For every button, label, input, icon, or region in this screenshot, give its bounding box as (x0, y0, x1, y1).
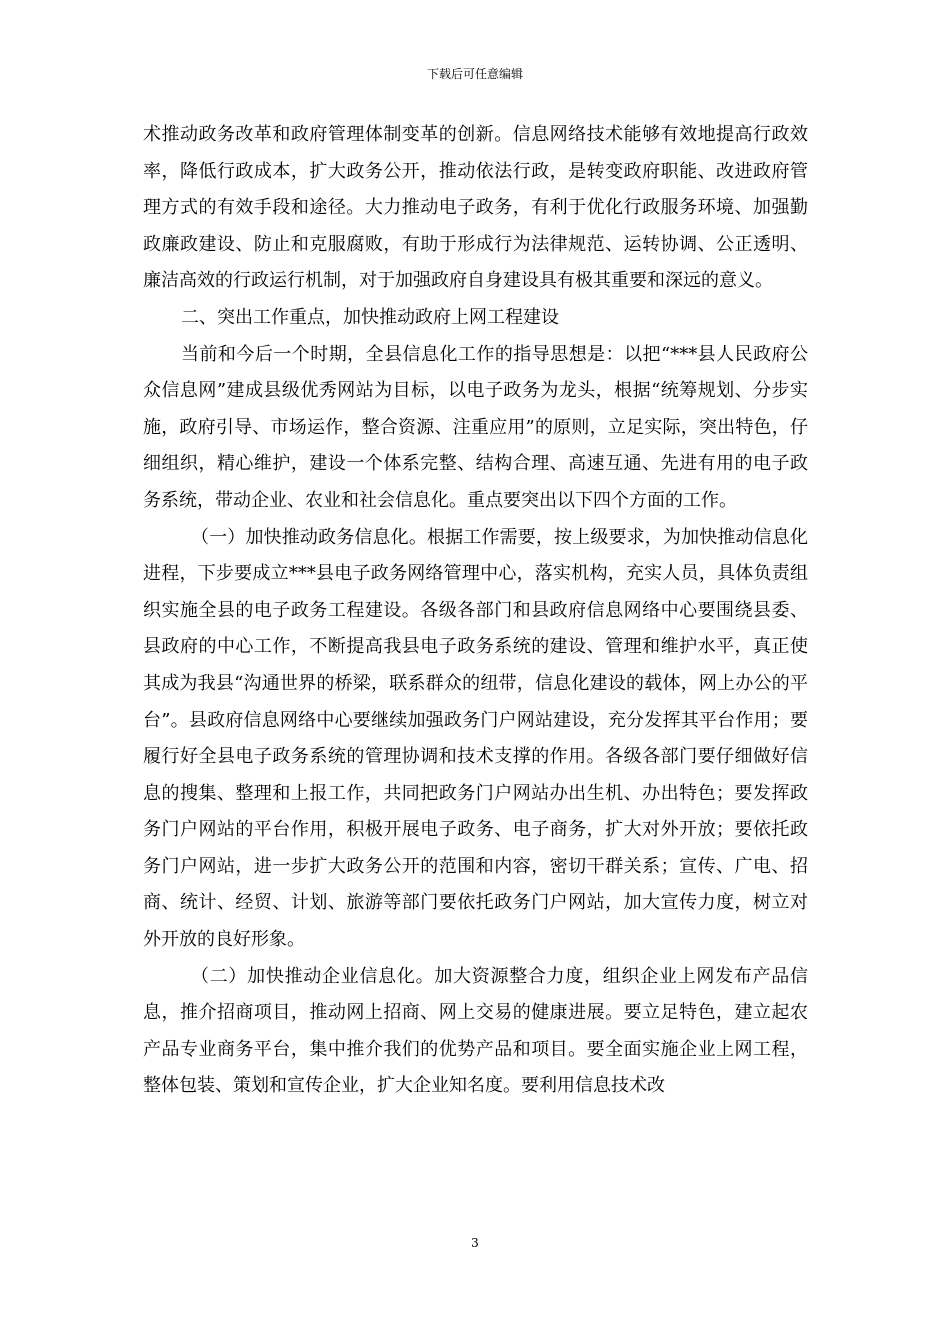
document-body (143, 117, 808, 1105)
paragraph-government-informatization: （一）加快推动政务信息化。根据工作需要，按上级要求，为加快推动信息化进程，下步要成立***县电子政务网络管理中心，落实机构，充实人员，具体负责组织实施全县的电子政务工程建设。各级各部门和县政府信息网络中心要围绕县委、县政府的中心工作，不断提高我县电子政务系统的建设、管理和维护水平，真正使其成为我县“沟通世界的桥梁，联系群众的纽带，信息化建设的载体，网上办公的平台”。县政府信息网络中心要继续加强政务门户网站建设，充分发挥其平台作用；要履行好全县电子政务系统的管理协调和技术支撑的作用。各级各部门要仔细做好信息的搜集、整理和上报工作，共同把政务门户网站办出生机、办出特色；要发挥政务门户网站的平台作用，积极开展电子政务、电子商务，扩大对外开放；要依托政务门户网站，进一步扩大政务公开的范围和内容，密切干群关系；宣传、广电、招商、统计、经贸、计划、旅游等部门要依托政务门户网站，加大宣传力度，树立对外开放的良好形象。 (143, 526, 808, 951)
page-number: 3 (471, 1236, 479, 1250)
page-header: 下载后可任意编辑 (426, 67, 523, 81)
paragraph-enterprise-informatization: （二）加快推动企业信息化。加大资源整合力度，组织企业上网发布产品信息，推介招商项目，推动网上招商、网上交易的健康进展。要立足特色，建立起农产品专业商务平台，集中推介我们的优势产品和项目。要全面实施企业上网工程，整体包装、策划和宣传企业，扩大企业知名度。要利用信息技术改 (143, 965, 808, 1097)
paragraph-guiding-idea: 当前和今后一个时期，全县信息化工作的指导思想是：以把“***县人民政府公众信息网”建成县级优秀网站为目标，以电子政务为龙头，根据“统筹规划、分步实施，政府引导、市场运作，整合资源、注重应用”的原则，立足实际，突出特色，仔细组织，精心维护，建设一个体系完整、结构合理、高速互通、先进有用的电子政务系统，带动企业、农业和社会信息化。重点要突出以下四个方面的工作。 (143, 343, 808, 511)
paragraph-continuation: 术推动政务改革和政府管理体制变革的创新。信息网络技术能够有效地提高行政效率，降低行政成本，扩大政务公开，推动依法行政，是转变政府职能、改进政府管理方式的有效手段和途径。大力推动电子政务，有利于优化行政服务环境、加强勤政廉政建设、防止和克服腐败，有助于形成行为法律规范、运转协调、公正透明、廉洁高效的行政运行机制，对于加强政府自身建设具有极其重要和深远的意义。 (143, 124, 808, 292)
section-heading: 二、突出工作重点，加快推动政府上网工程建设 (181, 306, 559, 328)
